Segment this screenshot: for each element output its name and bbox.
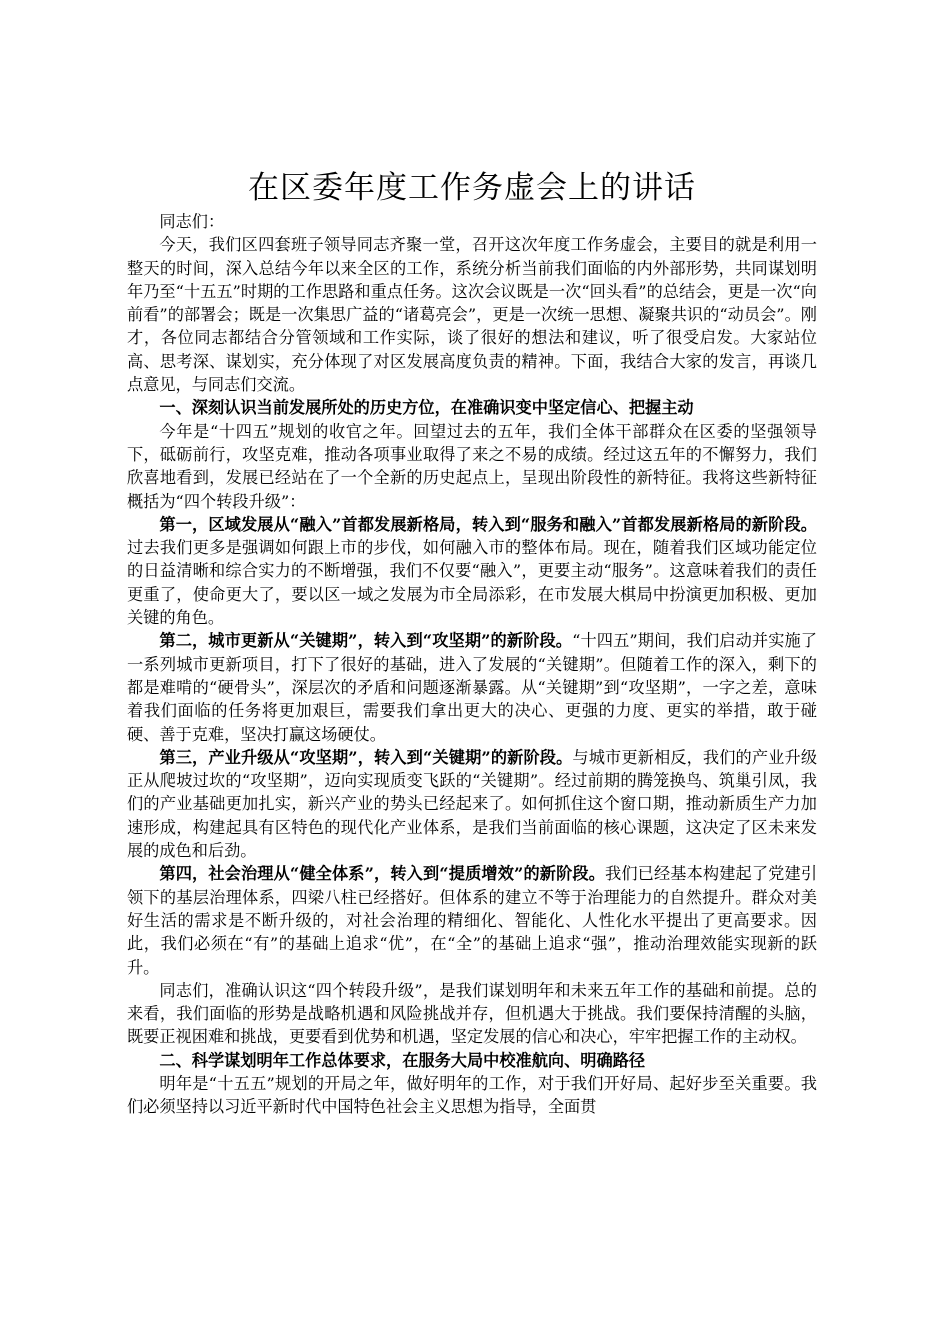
paragraph-next-year: 明年是“十五五”规划的开局之年，做好明年的工作，对于我们开好局、起好步至关重要。我们必须坚持以习近平新时代中国特色社会主义思想为指导，全面贯 — [127, 1073, 817, 1117]
paragraph-historical-position: 今年是“十四五”规划的收官之年。回望过去的五年，我们全体干部群众在区委的坚强领导下，砥砺前行，攻坚克难，推动各项事业取得了来之不易的成绩。经过这五年的不懈努力，我们欣喜地看到，发展已经站在了一个全新的历史起点上，呈现出阶段性的新特征。我将这些新特征概括为“四个转段升级”： — [127, 421, 817, 511]
point-3-body: 与城市更新相反，我们的产业升级正从爬坡过坎的“攻坚期”，迈向实现质变飞跃的“关键期”。经过前期的腾笼换鸟、筑巢引凤，我们的产业基础更加扎实，新兴产业的势头已经起来了。如何抓住这个窗口期，推动新质生产力加速形成，构建起具有区特色的现代化产业体系，是我们当前面临的核心课题，这决定了区未来发展的成色和后劲。 — [127, 747, 818, 861]
paragraph-point-1 — [127, 513, 817, 629]
document-page — [127, 166, 817, 1119]
point-4-body: 我们已经基本构建起了党建引领下的基层治理体系，四梁八柱已经搭好。但体系的建立不等于治理能力的自然提升。群众对美好生活的需求是不断升级的，对社会治理的精细化、智能化、人性化水平提出了更高要求。因此，我们必须在“有”的基础上追求“优”，在“全”的基础上追求“强”，推动治理效能实现新的跃升。 — [127, 864, 818, 977]
section-heading-1: 一、深刻认识当前发展所处的历史方位，在准确识变中坚定信心、把握主动 — [159, 398, 694, 418]
paragraph-summary: 同志们，准确认识这“四个转段升级”，是我们谋划明年和未来五年工作的基础和前提。总的来看，我们面临的形势是战略机遇和风险挑战并存，但机遇大于挑战。我们要保持清醒的头脑，既要正视困难和挑战，更要看到优势和机遇，坚定发展的信心和决心，牢牢把握工作的主动权。 — [127, 980, 817, 1047]
point-1-lead: 第一，区域发展从“融入”首都发展新格局，转入到“服务和融入”首都发展新格局的新阶段。 — [159, 514, 817, 534]
section-heading-2: 二、科学谋划明年工作总体要求，在服务大局中校准航向、明确路径 — [159, 1050, 646, 1070]
point-2-lead: 第二，城市更新从“关键期”，转入到“攻坚期”的新阶段。 — [159, 631, 573, 651]
salutation: 同志们： — [159, 212, 225, 231]
paragraph-point-3 — [127, 746, 817, 862]
paragraph-point-2 — [127, 629, 817, 745]
point-3-lead: 第三，产业升级从“攻坚期”，转入到“关键期”的新阶段。 — [159, 747, 573, 767]
paragraph-opening: 今天，我们区四套班子领导同志齐聚一堂，召开这次年度工作务虚会，主要目的就是利用一整天的时间，深入总结今年以来全区的工作，系统分析当前我们面临的内外部形势，共同谋划明年乃至“十五五”时期的工作思路和重点任务。这次会议既是一次“回头看”的总结会，更是一次“向前看”的部署会；既是一次集思广益的“诸葛亮会”，更是一次统一思想、凝聚共识的“动员会”。刚才，各位同志都结合分管领域和工作实际，谈了很好的想法和建议，听了很受启发。大家站位高、思考深、谋划实，充分体现了对区发展高度负责的精神。下面，我结合大家的发言，再谈几点意见，与同志们交流。 — [127, 235, 817, 395]
point-1-body: 过去我们更多是强调如何跟上市的步伐，如何融入市的整体布局。现在，随着我们区域功能定位的日益清晰和综合实力的不断增强，我们不仅要“融入”，更要主动“服务”。这意味着我们的责任更重了，使命更大了，要以区一域之发展为市全局添彩，在市发展大棋局中扮演更加积极、更加关键的角色。 — [127, 538, 817, 628]
point-2-body: “十四五”期间，我们启动并实施了一系列城市更新项目，打下了很好的基础，进入了发展的“关键期”。但随着工作的深入，剩下的都是难啃的“硬骨头”，深层次的矛盾和问题逐渐暴露。从“关键期”到“攻坚期”，一字之差，意味着我们面临的任务将更加艰巨，需要我们拿出更大的决心、更强的力度、更实的举措，敢于碰硬、善于克难，坚决打赢这场硬仗。 — [127, 631, 817, 744]
paragraph-point-4 — [127, 862, 817, 978]
point-4-lead: 第四，社会治理从“健全体系”，转入到“提质增效”的新阶段。 — [159, 864, 606, 884]
document-title: 在区委年度工作务虚会上的讲话 — [248, 170, 696, 206]
